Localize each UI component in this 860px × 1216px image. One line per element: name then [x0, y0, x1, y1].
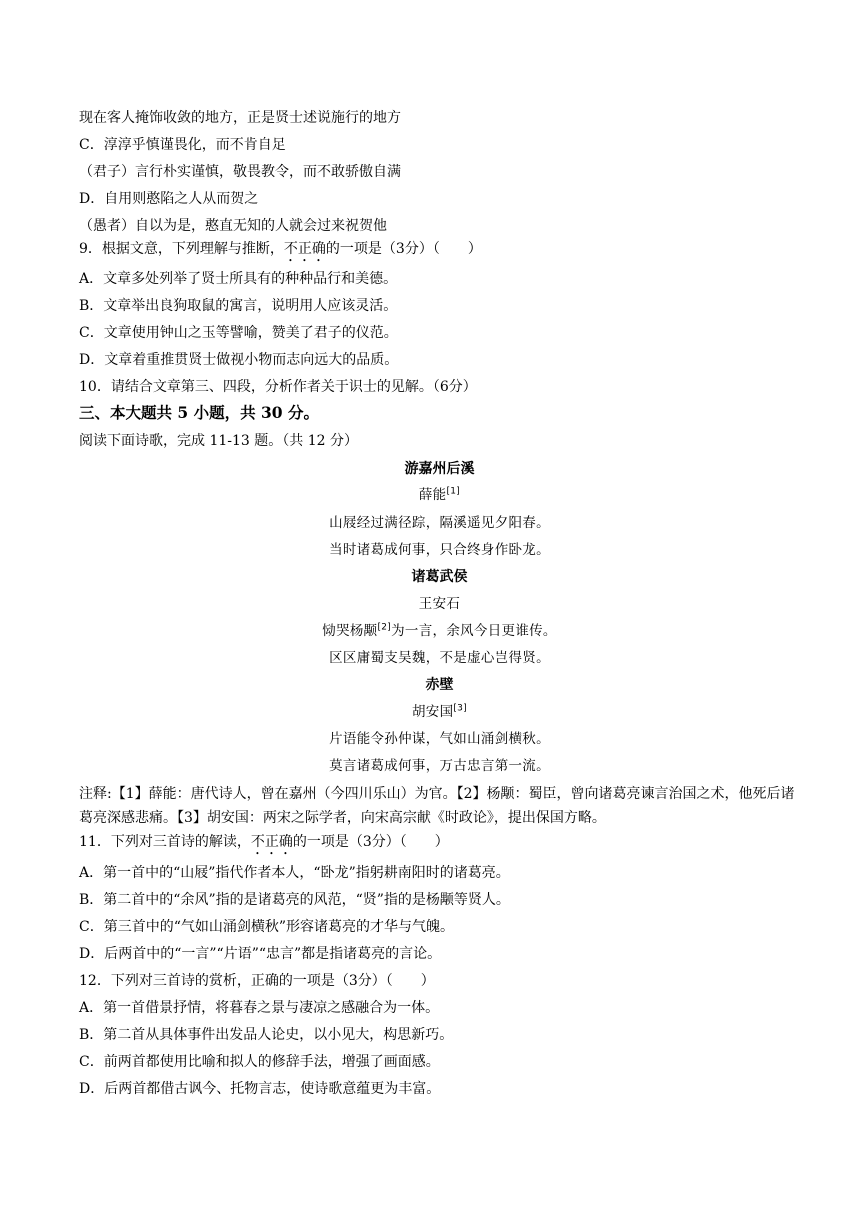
- footnote-mark: [1]: [446, 486, 461, 497]
- stem-text: 的一项是（3分）（ ）: [292, 834, 449, 850]
- question-9-option-b: B．文章举出良狗取鼠的寓言，说明用人应该灵活。: [79, 298, 398, 314]
- question-12-option-a: A．第一首借景抒情，将暮春之景与凄凉之感融合为一体。: [79, 1000, 440, 1016]
- question-12-option-d: D．后两首都借古讽今、托物言志，使诗歌意蕴更为丰富。: [79, 1081, 441, 1097]
- question-9-option-a: A．文章多处列举了贤士所具有的种种品行和美德。: [79, 271, 398, 287]
- poem-2-title: 诸葛武侯: [411, 569, 468, 585]
- stem-text: 11．下列对三首诗的解读，: [79, 834, 251, 850]
- poem-2-line-2: 区区庸蜀支吴魏，不是虚心岂得贤。: [329, 650, 550, 666]
- poem-3-line-2: 莫言诸葛成何事，万古忠言第一流。: [329, 758, 550, 774]
- translation-line: 现在客人掩饰收敛的地方，正是贤士述说施行的地方: [79, 110, 401, 126]
- poem-3-title: 赤壁: [425, 677, 454, 693]
- poem-2-line-1: [79, 621, 800, 641]
- stem-text: 的一项是（3分）（ ）: [325, 241, 482, 257]
- footnotes: 注释:【1】薛能：唐代诗人，曾在嘉州（今四川乐山）为官。【2】杨颙：蜀臣，曾向诸葛亮谏言治国之术，他死后诸葛亮深感悲痛。【3】胡安国：两宋之际学者，向宋高宗献《时政论》，提出保国方略。: [79, 786, 795, 826]
- footnote-mark: [2]: [377, 622, 392, 633]
- poem-1-line-2: 当时诸葛成何事，只合终身作卧龙。: [329, 542, 550, 558]
- poem-text: 为一言，余风今日更谁传。: [391, 623, 557, 639]
- question-12-stem: 12．下列对三首诗的赏析，正确的一项是（3分）（ ）: [79, 973, 435, 989]
- poem-3-line-1: 片语能令孙仲谋，气如山涌剑横秋。: [329, 731, 550, 747]
- translation-line: （愚者）自以为是，憨直无知的人就会过来祝贺他: [79, 218, 387, 234]
- author-name: 胡安国: [411, 704, 454, 720]
- option-c-line: C．淳淳乎慎谨畏化，而不肯自足: [79, 137, 286, 153]
- question-9-option-c: C．文章使用钟山之玉等譬喻，赞美了君子的仪范。: [79, 325, 398, 341]
- question-9-option-d: D．文章着重推贯贤士做视小物而志向远大的品质。: [79, 352, 399, 368]
- stem-text: 9．根据文意，下列理解与推断，: [79, 241, 284, 257]
- question-11-option-c: C．第三首中的“气如山涌剑横秋”形容诸葛亮的才华与气魄。: [79, 919, 455, 935]
- poem-1-line-1: 山屐经过满径踪，隔溪遥见夕阳春。: [329, 515, 550, 531]
- question-10-stem: 10．请结合文章第三、四段，分析作者关于识士的见解。（6分）: [79, 379, 477, 395]
- question-12-option-b: B．第二首从具体事件出发品人论史，以小见大，构思新巧。: [79, 1027, 454, 1043]
- question-11-option-b: B．第二首中的“余风”指的是诸葛亮的风范，“贤”指的是杨颙等贤人。: [79, 892, 510, 908]
- footnote-mark: [3]: [453, 703, 468, 714]
- poem-3-author: [79, 702, 800, 722]
- poem-1-author: [79, 485, 800, 505]
- question-12-option-c: C．前两首都使用比喻和拟人的修辞手法，增强了画面感。: [79, 1054, 440, 1070]
- question-9-stem: [79, 239, 800, 265]
- author-name: 薛能: [418, 487, 447, 503]
- poem-1-title: 游嘉州后溪: [404, 461, 475, 477]
- poem-text: 恸哭杨颙: [322, 623, 378, 639]
- option-d-line: D．自用则憨陷之人从而贺之: [79, 191, 259, 207]
- poem-2-author: 王安石: [418, 596, 461, 612]
- question-11-stem: [79, 832, 800, 858]
- section-3-heading: 三、本大题共 5 小题，共 30 分。: [79, 403, 319, 422]
- question-11-option-d: D．后两首中的“一言”“片语”“忠言”都是指诸葛亮的言论。: [79, 946, 442, 962]
- question-11-option-a: A．第一首中的“山屐”指代作者本人，“卧龙”指躬耕南阳时的诸葛亮。: [79, 865, 510, 881]
- translation-line: （君子）言行朴实谨慎，敬畏教令，而不敢骄傲自满: [79, 164, 401, 180]
- emphasis-text: 不正确: [283, 241, 326, 257]
- emphasis-text: 不正确: [250, 834, 293, 850]
- section-3-intro: 阅读下面诗歌，完成 11-13 题。（共 12 分）: [79, 433, 358, 449]
